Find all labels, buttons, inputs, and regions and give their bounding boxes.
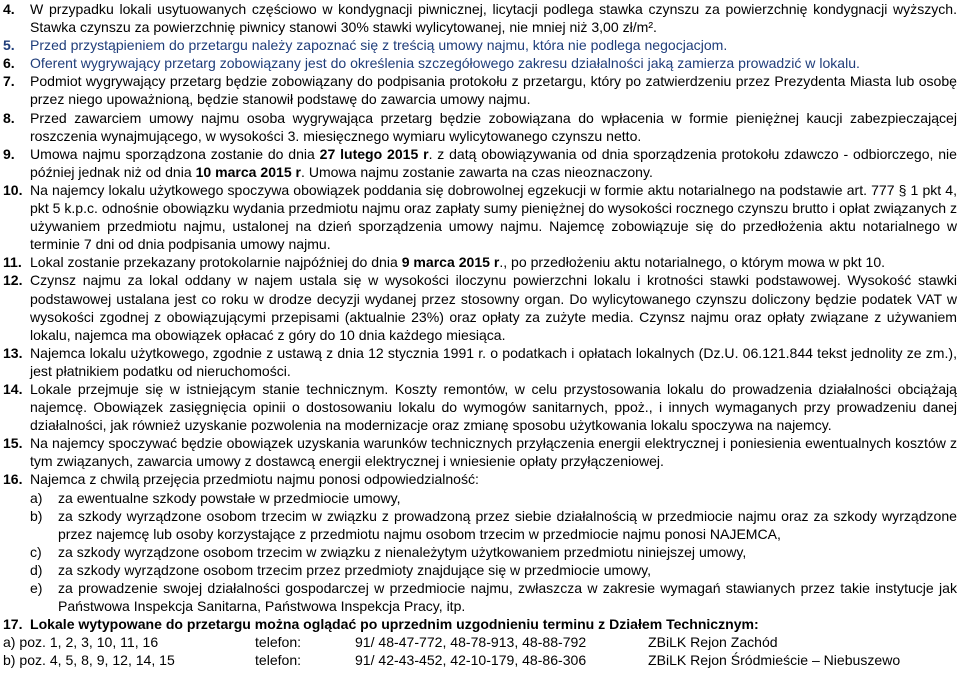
contact-phone-label: telefon:: [255, 652, 302, 669]
contact-row-a: [3, 633, 957, 651]
item-text: Oferent wygrywający przetarg zobowiązany jest do określenia szczegółowego zakresu działalności jaką zamierza prowadzić w lokalu.: [30, 55, 860, 72]
item-number: 14.: [3, 380, 23, 397]
contact-row-b: [3, 651, 957, 669]
item-number: 16.: [3, 471, 23, 488]
contact-phones: 91/ 48-47-772, 48-78-913, 48-88-792: [355, 634, 587, 651]
item-text: Najemca lokalu użytkowego, zgodnie z ustawą z dnia 12 stycznia 1991 r. o podatkach i opłatach lokalnych (Dz.U. 06.121.844 tekst jednolity ze zm.), jest płatnikiem podatku od nieruchomości.: [30, 344, 957, 379]
item-8: [3, 109, 957, 145]
item-text: [30, 470, 957, 615]
subitem-text: za szkody wyrządzone osobom trzecim w związku z prowadzoną przez siebie działalnością w przedmiocie najmu oraz za szkody wyrządzone przez najemcę lub osoby korzystające z przedmiotu najmu osobom trzecim w przedmiocie najmu ponosi NAJEMCA,: [58, 507, 957, 542]
item-4: [3, 0, 957, 36]
item-number: 15.: [3, 435, 23, 452]
item-16-intro: Najemca z chwilą przejęcia przedmiotu najmu ponosi odpowiedzialność:: [30, 471, 479, 488]
item-number: 6.: [3, 55, 15, 72]
item-9: [3, 145, 957, 181]
item-14: [3, 380, 957, 434]
agreement-date: 27 lutego 2015 r: [319, 145, 429, 162]
contact-positions: a) poz. 1, 2, 3, 10, 11, 16: [3, 634, 159, 651]
subitem-e: [30, 579, 957, 615]
item-text: Czynsz najmu za lokal oddany w najem ustala się w wysokości iloczynu powierzchni lokalu i krotności stawki podstawowej. Wysokość stawki podstawowej ustalana jest co roku w drodze decyzji wydanej przez stosowny organ. Do wylicytowanego czynszu doliczony będzie podatek VAT w wysokości zgodnej z obowiązującymi przepisami (aktualnie 23%) oraz opłaty za zużyte media. Czynsz najmu oraz opłaty związane z używaniem lokalu, najemca ma obowiązek opłacać z góry do 10 dnia każdego miesiąca.: [30, 272, 957, 343]
item-15: [3, 434, 957, 470]
item-7: [3, 72, 957, 108]
item-12: [3, 271, 957, 343]
item-text: Na najemcy spoczywać będzie obowiązek uzyskania warunków technicznych przyłączenia energii elektrycznej i poniesienia ewentualnych kosztów z tym związanych, zawarcia umowy z dostawcą energii elektrycznej i wniesienie opłaty przyłączeniowej.: [30, 435, 957, 470]
item-text: Lokale przejmuje się w istniejącym stanie technicznym. Koszty remontów, w celu przystosowania lokalu do prowadzenia działalności obciążają najemcę. Obowiązek zasięgnięcia opinii o dostosowaniu lokalu do wymogów sanitarnych, ppoż., i innych wymaganych przy prowadzeniu danej działalności, jak również uzyskanie pozwolenia na modernizacje oraz zmianę sposobu użytkowania lokalu spoczywa na najemcy.: [30, 380, 957, 434]
handover-date: 9 marca 2015 r: [401, 254, 500, 271]
subitem-letter: e): [30, 580, 43, 596]
contact-office: ZBiLK Rejon Zachód: [648, 634, 778, 651]
item-17: [3, 615, 957, 633]
item-text: Na najemcy lokalu użytkowego spoczywa obowiązek poddania się dobrowolnej egzekucji w formie aktu notarialnego na podstawie art. 777 § 1 pkt 4, pkt 5 k.p.c. odnośnie obowiązku wydania przedmiotu najmu oraz zapłaty sumy pieniężnej do wysokości rocznego czynszu brutto i opłat związanych z używaniem przedmiotu najmu, ustalonej na dzień sporządzenia umowy najmu. Najemcę zobowiązuje się do przedłożenia aktu notarialnego w terminie 7 dni od dnia podpisania umowy najmu.: [30, 181, 957, 253]
contact-positions: b) poz. 4, 5, 8, 9, 12, 14, 15: [3, 652, 175, 669]
item-number: 10.: [3, 181, 23, 198]
contact-phones: 91/ 42-43-452, 42-10-179, 48-86-306: [355, 652, 587, 669]
subitem-letter: b): [30, 507, 43, 524]
subitem-d: [30, 561, 957, 579]
item-text: Przed przystąpieniem do przetargu należy zapoznać się z treścią umowy najmu, która nie podlega negocjacjom.: [30, 37, 728, 54]
subitem-letter: a): [30, 489, 43, 506]
item-13: [3, 344, 957, 380]
item-number: 17.: [3, 616, 23, 633]
item-number: 8.: [3, 109, 15, 126]
item-number: 13.: [3, 344, 23, 361]
contact-office: ZBiLK Rejon Śródmieście – Niebuszewo: [648, 652, 901, 669]
item-text: Przed zawarciem umowy najmu osoba wygrywająca przetarg będzie zobowiązana do wpłacenia w formie pieniężnej kaucji zabezpieczającej roszczenia wynajmującego, w wysokości 3. miesięcznego wymiaru wylicytowanego czynszu netto.: [30, 109, 957, 144]
subitem-letter: d): [30, 561, 43, 578]
subitem-text: za szkody wyrządzone osobom trzecim w związku z nienależytym użytkowaniem przedmiotu niniejszej umowy,: [58, 543, 747, 560]
item-number: 4.: [3, 1, 15, 17]
item-number: 9.: [3, 145, 15, 162]
subitem-text: za prowadzenie swojej działalności gospodarczej w przedmiocie najmu, zwłaszcza w zakresie wymagań stawianych przez takie instytucje jak Państwowa Inspekcja Sanitarna, Państwowa Inspekcja Pracy, itp.: [58, 580, 957, 615]
subitem-text: za ewentualne szkody powstałe w przedmiocie umowy,: [58, 489, 401, 506]
item-text: Podmiot wygrywający przetarg będzie zobowiązany do podpisania protokołu z przetargu, który po zatwierdzeniu przez Prezydenta Miasta lub osobę przez niego upoważnioną, będzie stanowił podstawę do zawarcia umowy najmu.: [30, 73, 957, 108]
subitem-text: za szkody wyrządzone osobom trzecim przez przedmioty znajdujące się w przedmiocie umowy,: [58, 561, 652, 578]
effective-date: 10 marca 2015 r: [195, 163, 302, 180]
item-number: 11.: [3, 254, 22, 271]
subitem-letter: c): [30, 543, 42, 560]
item-text: Umowa najmu sporządzona zostanie do dnia 27 lutego 2015 r. z datą obowiązywania od dnia sporządzenia protokołu zdawczo - odbiorczego, nie później jednak niż od dnia 10 marca 2015 r. Umowa najmu zostanie zawarta na czas nieoznaczony.: [30, 145, 957, 180]
item-10: [3, 181, 957, 253]
subitem-c: [30, 543, 957, 561]
item-11: [3, 253, 957, 271]
item-16: [3, 470, 957, 615]
item-number: 12.: [3, 272, 23, 289]
item-text: W przypadku lokali usytuowanych częściowo w kondygnacji piwnicznej, licytacji podlega stawka czynszu za powierzchnię kondygnacji wyższych. Stawka czynszu za powierzchnię piwnicy stanowi 30% stawki wylicytowanej, nie mniej niż 3,00 zł/m².: [30, 1, 957, 36]
item-6: [3, 54, 957, 72]
contact-phone-label: telefon:: [255, 634, 302, 651]
item-5: [3, 36, 957, 54]
subitem-a: [30, 489, 957, 507]
item-number: 7.: [3, 73, 15, 90]
item-text: Lokal zostanie przekazany protokolarnie najpóźniej do dnia 9 marca 2015 r., po przedłożeniu aktu notarialnego, o którym mowa w pkt 10.: [30, 254, 886, 271]
subitem-b: [30, 507, 957, 543]
item-text: Lokale wytypowane do przetargu można oglądać po uprzednim uzgodnieniu terminu z Działem Technicznym:: [30, 616, 759, 633]
item-number: 5.: [3, 37, 15, 54]
